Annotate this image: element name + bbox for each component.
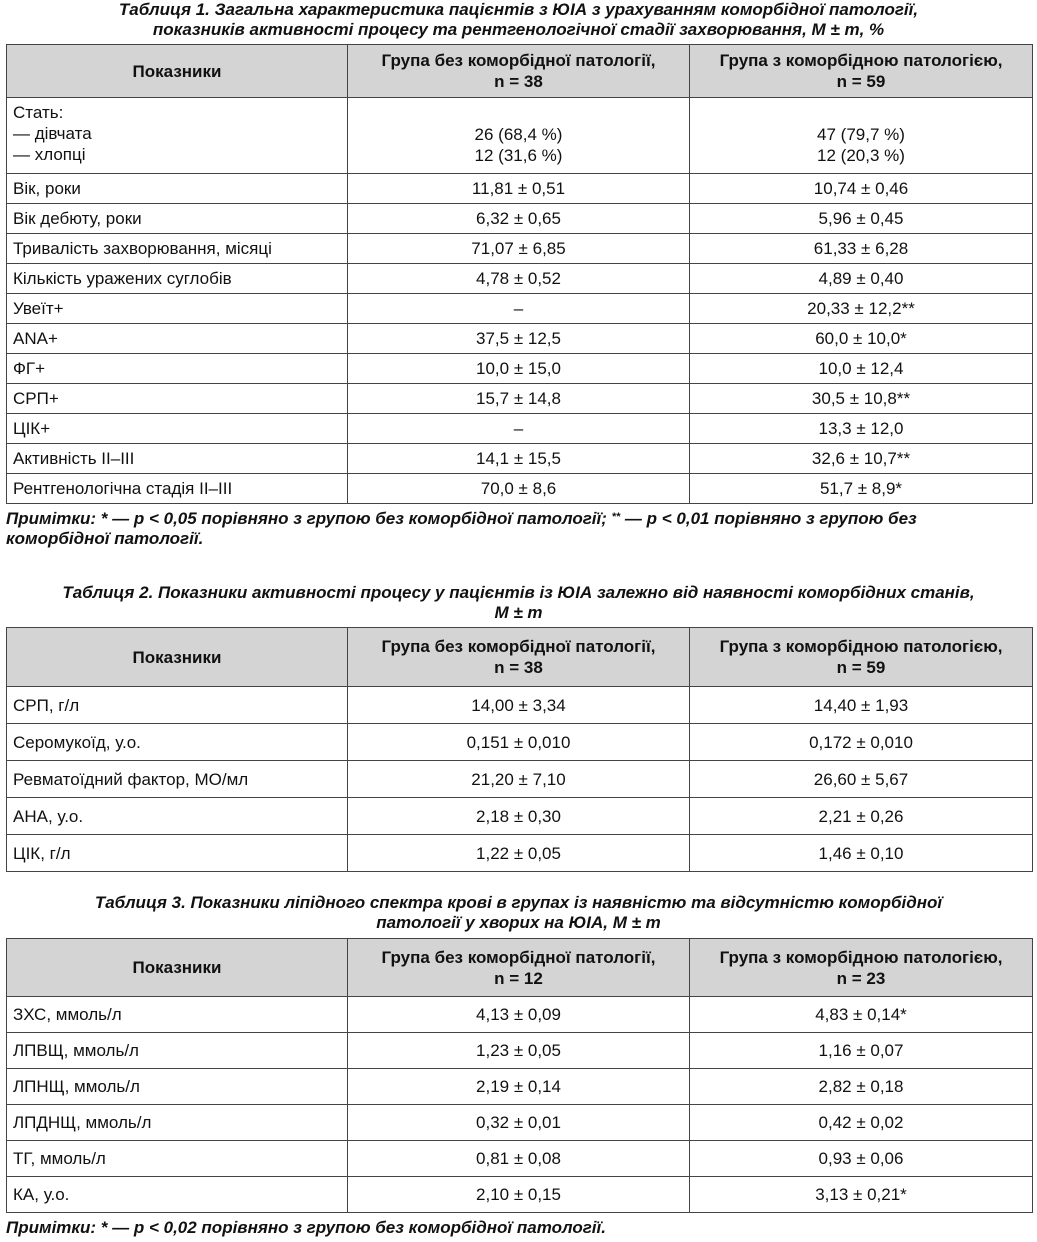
table1-sex-group1 xyxy=(348,98,690,174)
table1-header-indicators: Показники xyxy=(7,45,348,98)
row-group1-value: 14,00 ± 3,34 xyxy=(348,687,690,724)
row-group2-value: 4,89 ± 0,40 xyxy=(690,264,1033,294)
table-row xyxy=(7,474,1033,504)
table3-caption-line2: патології у хворих на ЮІА, M ± m xyxy=(376,913,661,932)
table1-caption xyxy=(0,0,1037,40)
table3-header-group1-line1: Група без коморбідної патології, xyxy=(381,947,656,967)
table1-header-group1-line2: n = 38 xyxy=(494,72,543,91)
table1-sex-group1-boys: 12 (31,6 %) xyxy=(474,146,563,165)
table-row xyxy=(7,354,1033,384)
row-group1-value: 11,81 ± 0,51 xyxy=(348,174,690,204)
table-row xyxy=(7,798,1033,835)
row-group1-value: 2,18 ± 0,30 xyxy=(348,798,690,835)
table2-header-group1 xyxy=(348,628,690,687)
table-row xyxy=(7,324,1033,354)
table2-header-indicators: Показники xyxy=(7,628,348,687)
table3-caption-line1: Таблиця 3. Показники ліпідного спектра крові в групах із наявністю та відсутністю коморбідної xyxy=(94,893,943,912)
row-group2-value: 1,16 ± 0,07 xyxy=(690,1033,1033,1069)
table1-sex-label-line2: — дівчата xyxy=(13,124,92,143)
row-group1-value: 2,19 ± 0,14 xyxy=(348,1069,690,1105)
row-label: ANA+ xyxy=(7,324,348,354)
row-group1-value: 10,0 ± 15,0 xyxy=(348,354,690,384)
row-group2-value: 51,7 ± 8,9* xyxy=(690,474,1033,504)
row-label: Кількість уражених суглобів xyxy=(7,264,348,294)
row-label: Ревматоїдний фактор, МО/мл xyxy=(7,761,348,798)
table2-caption xyxy=(0,583,1037,623)
row-group1-value: 1,22 ± 0,05 xyxy=(348,835,690,872)
row-group1-value: 15,7 ± 14,8 xyxy=(348,384,690,414)
table-row xyxy=(7,1069,1033,1105)
table1-note-part-b: — p < 0,01 порівняно з групою без xyxy=(620,509,917,528)
table1-header-group1-line1: Група без коморбідної патології, xyxy=(381,51,656,70)
table3-header-group2 xyxy=(690,939,1033,997)
table-row xyxy=(7,414,1033,444)
row-label: ЦІК, г/л xyxy=(7,835,348,872)
table1-note-part-a: Примітки: * — p < 0,05 порівняно з групою без коморбідної патології; xyxy=(6,509,612,528)
row-group1-value: 6,32 ± 0,65 xyxy=(348,204,690,234)
table3-header-row xyxy=(7,939,1033,997)
row-group2-value: 0,42 ± 0,02 xyxy=(690,1105,1033,1141)
table-row xyxy=(7,444,1033,474)
row-label: СРП+ xyxy=(7,384,348,414)
row-group1-value: 0,32 ± 0,01 xyxy=(348,1105,690,1141)
row-label: Рентгенологічна стадія ІІ–ІІІ xyxy=(7,474,348,504)
row-label: Увеїт+ xyxy=(7,294,348,324)
table1-row-sex xyxy=(7,98,1033,174)
table3-header-group1 xyxy=(348,939,690,997)
table1-note xyxy=(6,509,1031,549)
table1-sex-group2 xyxy=(690,98,1033,174)
row-group2-value: 5,96 ± 0,45 xyxy=(690,204,1033,234)
table1-sex-group1-girls: 26 (68,4 %) xyxy=(474,125,563,144)
table2-header-group2 xyxy=(690,628,1033,687)
table1-sex-label-line3: — хлопці xyxy=(13,145,86,164)
row-group1-value: 1,23 ± 0,05 xyxy=(348,1033,690,1069)
row-group1-value: 2,10 ± 0,15 xyxy=(348,1177,690,1213)
table-row xyxy=(7,294,1033,324)
table-row xyxy=(7,384,1033,414)
table2-header-row xyxy=(7,628,1033,687)
table-row xyxy=(7,835,1033,872)
row-group2-value: 32,6 ± 10,7** xyxy=(690,444,1033,474)
table-row xyxy=(7,264,1033,294)
table2-caption-line1: Таблиця 2. Показники активності процесу у пацієнтів із ЮІА залежно від наявності коморбідних станів, xyxy=(62,583,975,602)
row-label: ЛПНЩ, ммоль/л xyxy=(7,1069,348,1105)
table1-sex-label xyxy=(7,98,348,174)
table3-header-group2-line1: Група з коморбідною патологією, xyxy=(719,947,1003,967)
table1-header-group1 xyxy=(348,45,690,98)
table-row xyxy=(7,1141,1033,1177)
table-row xyxy=(7,997,1033,1033)
row-group2-value: 14,40 ± 1,93 xyxy=(690,687,1033,724)
table1-note-sup: ** xyxy=(611,511,621,523)
table1-note-line1 xyxy=(6,509,1031,529)
table1-header-group2 xyxy=(690,45,1033,98)
table3-header-indicators: Показники xyxy=(7,939,348,997)
table3-header-group2-line2: n = 23 xyxy=(836,968,886,988)
row-label: ЗХС, ммоль/л xyxy=(7,997,348,1033)
row-group1-value: 0,81 ± 0,08 xyxy=(348,1141,690,1177)
row-label: АНА, у.о. xyxy=(7,798,348,835)
table2-header-group1-line2: n = 38 xyxy=(494,658,543,677)
row-label: ЦІК+ xyxy=(7,414,348,444)
table1-sex-label-line1: Стать: xyxy=(13,103,64,122)
row-group2-value: 60,0 ± 10,0* xyxy=(690,324,1033,354)
table3-note: Примітки: * — p < 0,02 порівняно з групою без коморбідної патології. xyxy=(6,1218,606,1237)
row-label: Серомукоїд, у.о. xyxy=(7,724,348,761)
table1-sex-group2-girls: 47 (79,7 %) xyxy=(817,125,905,144)
row-group1-value: 14,1 ± 15,5 xyxy=(348,444,690,474)
row-group2-value: 20,33 ± 12,2** xyxy=(690,294,1033,324)
table-row xyxy=(7,1177,1033,1213)
row-group1-value: 0,151 ± 0,010 xyxy=(348,724,690,761)
row-label: КА, у.о. xyxy=(7,1177,348,1213)
table3-header-group1-line2: n = 12 xyxy=(494,968,543,988)
row-group2-value: 10,74 ± 0,46 xyxy=(690,174,1033,204)
table3-caption xyxy=(0,893,1037,933)
table2-header-group2-line2: n = 59 xyxy=(836,658,886,677)
table1-caption-line1: Таблиця 1. Загальна характеристика пацієнтів з ЮІА з урахуванням коморбідної патології, xyxy=(118,0,919,19)
row-label: ТГ, ммоль/л xyxy=(7,1141,348,1177)
table2-caption-line2: M ± m xyxy=(494,603,543,622)
row-label: Вік, роки xyxy=(7,174,348,204)
table2-header-group2-line1: Група з коморбідною патологією, xyxy=(719,637,1003,656)
table1-header-row xyxy=(7,45,1033,98)
row-group1-value: 21,20 ± 7,10 xyxy=(348,761,690,798)
row-group2-value: 0,93 ± 0,06 xyxy=(690,1141,1033,1177)
table3 xyxy=(6,938,1033,1213)
row-group1-value: 37,5 ± 12,5 xyxy=(348,324,690,354)
table-row xyxy=(7,204,1033,234)
table1-caption-line2: показників активності процесу та рентгенологічної стадії захворювання, M ± m, % xyxy=(152,20,885,39)
row-group1-value: 4,13 ± 0,09 xyxy=(348,997,690,1033)
row-label: Тривалість захворювання, місяці xyxy=(7,234,348,264)
row-group1-value: 70,0 ± 8,6 xyxy=(348,474,690,504)
row-label: Вік дебюту, роки xyxy=(7,204,348,234)
row-group1-value: 71,07 ± 6,85 xyxy=(348,234,690,264)
table1 xyxy=(6,44,1033,504)
table2 xyxy=(6,627,1033,872)
row-label: Активність ІІ–ІІІ xyxy=(7,444,348,474)
table1-header-group2-line2: n = 59 xyxy=(836,72,886,91)
row-group2-value: 2,21 ± 0,26 xyxy=(690,798,1033,835)
row-group1-value: 4,78 ± 0,52 xyxy=(348,264,690,294)
table-row xyxy=(7,687,1033,724)
row-group2-value: 26,60 ± 5,67 xyxy=(690,761,1033,798)
row-label: ЛПВЩ, ммоль/л xyxy=(7,1033,348,1069)
table2-header-group1-line1: Група без коморбідної патології, xyxy=(381,637,656,656)
row-group2-value: 30,5 ± 10,8** xyxy=(690,384,1033,414)
row-group2-value: 2,82 ± 0,18 xyxy=(690,1069,1033,1105)
row-label: ЛПДНЩ, ммоль/л xyxy=(7,1105,348,1141)
table-row xyxy=(7,234,1033,264)
row-label: СРП, г/л xyxy=(7,687,348,724)
row-group2-value: 13,3 ± 12,0 xyxy=(690,414,1033,444)
table-row xyxy=(7,174,1033,204)
row-group2-value: 1,46 ± 0,10 xyxy=(690,835,1033,872)
row-group2-value: 61,33 ± 6,28 xyxy=(690,234,1033,264)
table-row xyxy=(7,761,1033,798)
table1-note-line2: коморбідної патології. xyxy=(6,529,204,548)
row-group2-value: 4,83 ± 0,14* xyxy=(690,997,1033,1033)
table1-sex-group2-boys: 12 (20,3 %) xyxy=(817,146,905,165)
row-group2-value: 3,13 ± 0,21* xyxy=(690,1177,1033,1213)
table-row xyxy=(7,724,1033,761)
table1-header-group2-line1: Група з коморбідною патологією, xyxy=(719,51,1003,70)
row-group2-value: 10,0 ± 12,4 xyxy=(690,354,1033,384)
table-row xyxy=(7,1105,1033,1141)
table-row xyxy=(7,1033,1033,1069)
row-group2-value: 0,172 ± 0,010 xyxy=(690,724,1033,761)
row-group1-value: – xyxy=(348,294,690,324)
row-group1-value: – xyxy=(348,414,690,444)
row-label: ФГ+ xyxy=(7,354,348,384)
